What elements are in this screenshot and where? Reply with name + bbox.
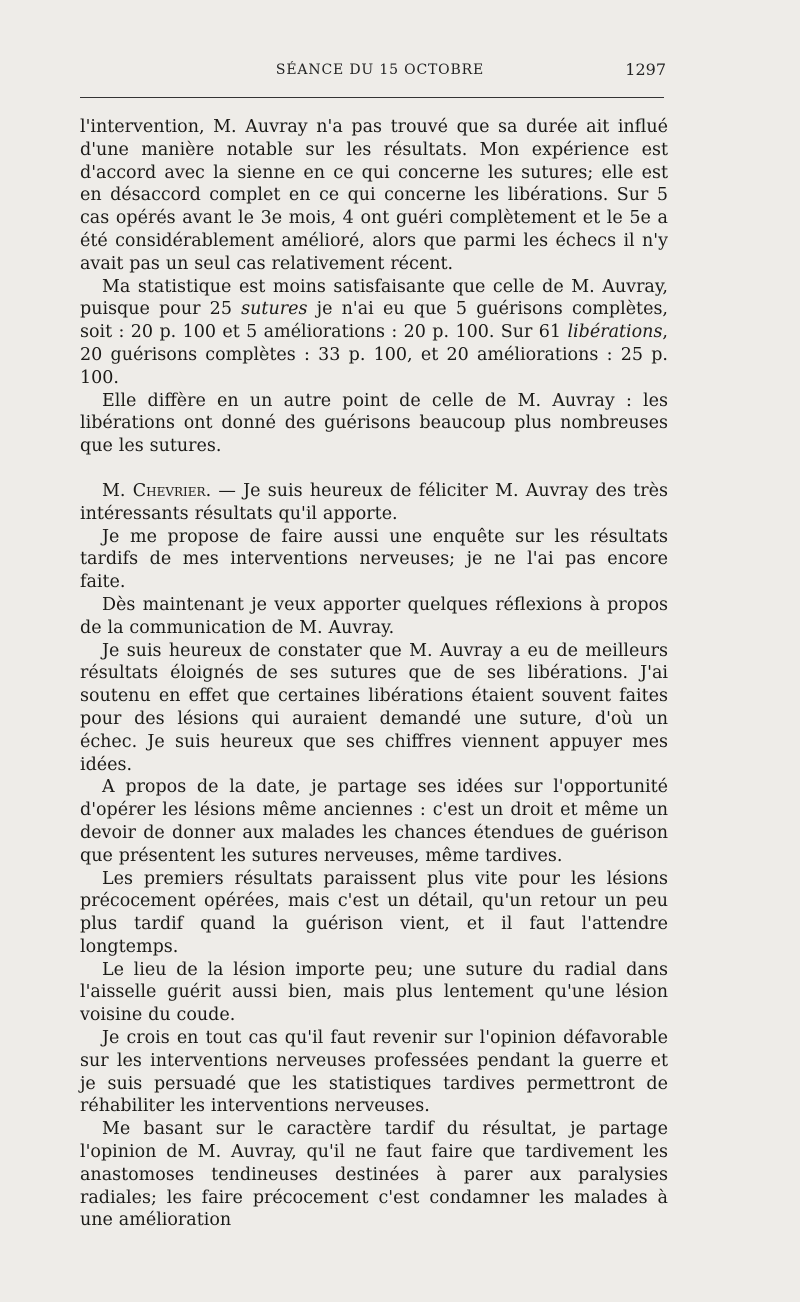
speaker-prefix: M.	[102, 480, 133, 501]
paragraph-2-text-c: , 20 guérisons complètes : 33 p. 100, et 20 améliorations : 25 p. 100.	[80, 322, 668, 388]
liberations-emphasis: libérations	[567, 322, 663, 343]
paragraph-2	[80, 276, 668, 390]
paragraph-1: l'intervention, M. Auvray n'a pas trouvé que sa durée ait influé d'une manière notable sur les résultats. Mon expérience est d'accord avec la sienne en ce qui concerne les sutures; elle est en désaccord complet en ce qui concerne les libérations. Sur 5 cas opérés avant le 3e mois, 4 ont guéri complètement et le 5e a été considérablement amélioré, alors que parmi les échecs il n'y avait pas un seul cas relativement récent.	[80, 117, 668, 274]
paragraph-9: Les premiers résultats paraissent plus vite pour les lésions précocement opérées, mais c'est un détail, qu'un retour un peu plus tardif quand la guérison vient, et il faut l'attendre longtemps.	[80, 868, 668, 957]
paragraph-4	[80, 480, 668, 526]
paragraph-2-text-a: Ma statistique est moins satisfaisante que celle de M. Auvray, puisque pour 25	[80, 276, 668, 320]
paragraph-4-text: . — Je suis heureux de féliciter M. Auvray des très intéressants résultats qu'il apporte.	[80, 480, 668, 524]
speaker-name: Chevrier	[132, 480, 206, 501]
running-head: SÉANCE DU 15 OCTOBRE	[275, 62, 485, 78]
page-number: 1297	[625, 60, 666, 79]
page-body	[80, 116, 668, 1232]
paragraph-11: Je crois en tout cas qu'il faut revenir sur l'opinion défavorable sur les interventions nerveuses professées pendant la guerre et je suis persuadé que les statistiques tardives permettront de réhabiliter les interventions nerveuses.	[80, 1028, 668, 1117]
paragraph-6: Dès maintenant je veux apporter quelques réflexions à propos de la communication de M. Auvray.	[80, 594, 668, 638]
paragraph-10: Le lieu de la lésion importe peu; une suture du radial dans l'aisselle guérit aussi bien, mais plus lentement qu'une lésion voisine du coude.	[80, 959, 668, 1026]
header-rule	[80, 97, 664, 98]
paragraph-12: Me basant sur le caractère tardif du résultat, je partage l'opinion de M. Auvray, qu'il ne faut faire que tardivement les anastomoses tendineuses destinées à parer aux paralysies radiales; les faire précocement c'est condamner les malades à une amélioration	[80, 1119, 668, 1231]
paragraph-2-text-b: je n'ai eu que 5 guérisons complètes, soit : 20 p. 100 et 5 améliorations : 20 p. 100. Sur 61	[80, 299, 668, 343]
paragraph-8: A propos de la date, je partage ses idées sur l'opportunité d'opérer les lésions même anciennes : c'est un droit et même un devoir de donner aux malades les chances étendues de guérison que présentent les sutures nerveuses, même tardives.	[80, 777, 668, 866]
page-header	[80, 62, 680, 84]
paragraph-5: Je me propose de faire aussi une enquête sur les résultats tardifs de mes interventions nerveuses; je ne l'ai pas encore faite.	[80, 526, 668, 593]
paragraph-3: Elle diffère en un autre point de celle de M. Auvray : les libérations ont donné des guérisons beaucoup plus nombreuses que les sutures.	[80, 390, 668, 457]
paragraph-7: Je suis heureux de constater que M. Auvray a eu de meilleurs résultats éloignés de ses sutures que de ses libérations. J'ai soutenu en effet que certaines libérations étaient souvent faites pour des lésions qui auraient demandé une suture, d'où un échec. Je suis heureux que ses chiffres viennent appuyer mes idées.	[80, 640, 668, 775]
sutures-emphasis: sutures	[241, 299, 308, 320]
